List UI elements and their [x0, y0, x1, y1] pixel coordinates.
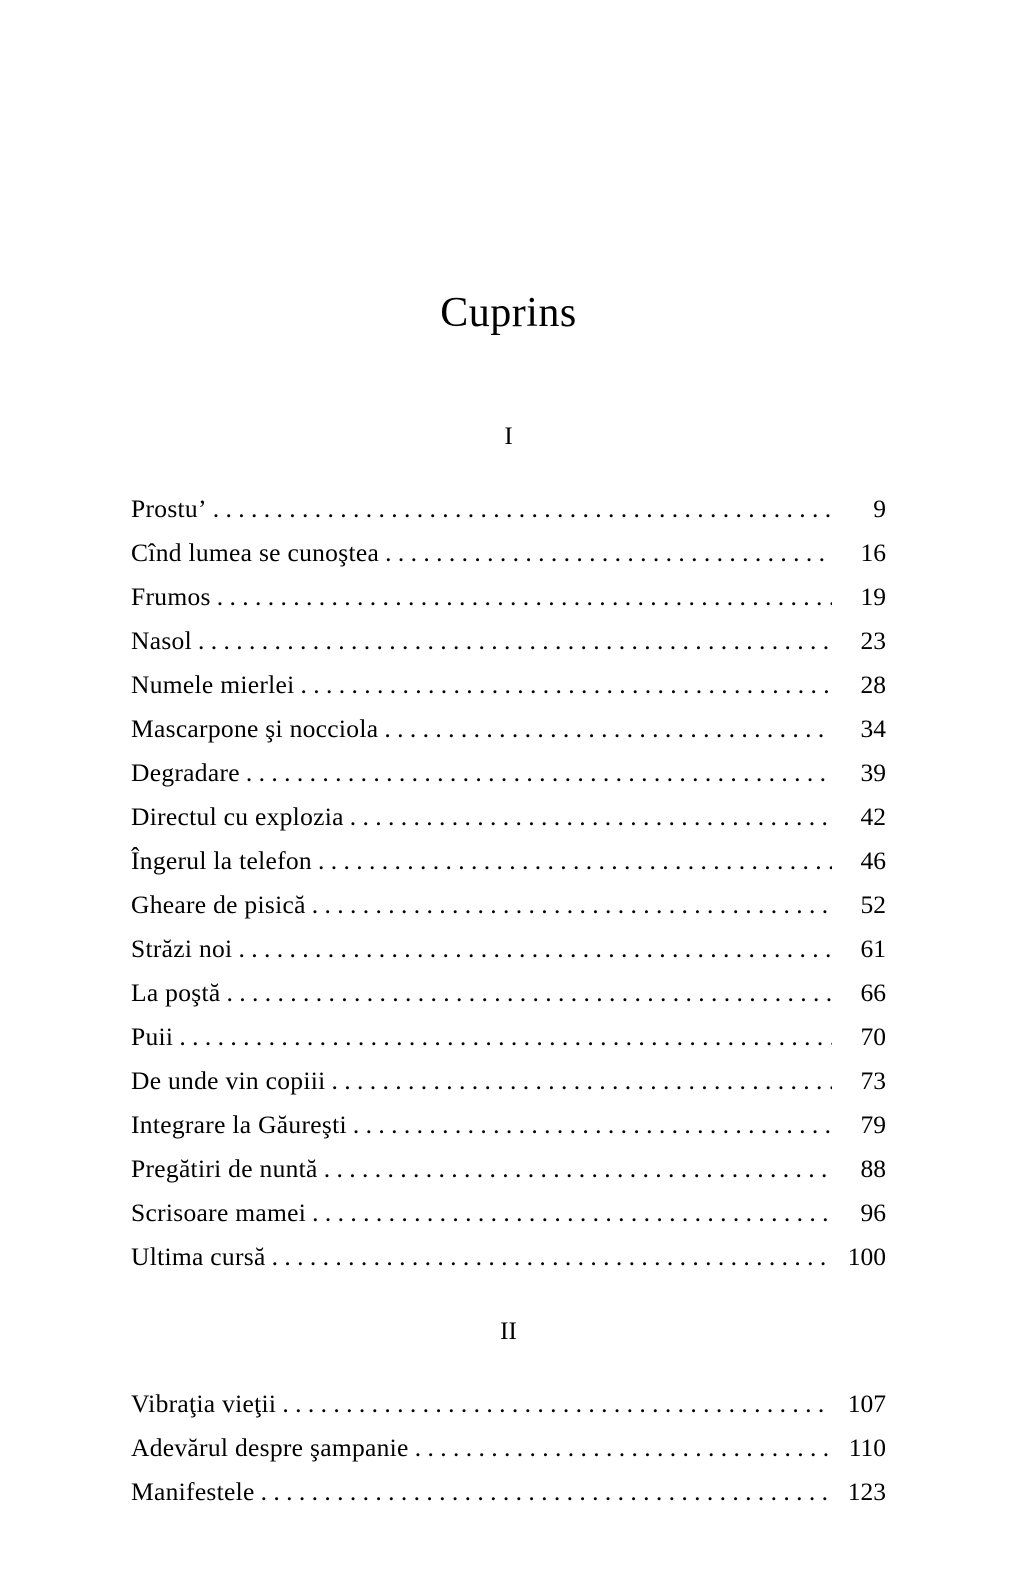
toc-entry-page: 19 — [860, 581, 886, 611]
dot-leader — [217, 584, 832, 610]
list-item[interactable] — [131, 829, 886, 873]
toc-entry-title: Prostu’ — [131, 493, 207, 523]
list-item[interactable] — [131, 1093, 886, 1137]
toc-entry-title: Numele mierlei — [131, 669, 295, 699]
list-item[interactable] — [131, 1005, 886, 1049]
toc-entry-page: 9 — [873, 493, 886, 523]
section-label-one: I — [504, 423, 513, 450]
toc-entry-page: 46 — [860, 845, 886, 875]
toc-entry-title: Adevărul despre şampanie — [131, 1432, 409, 1462]
dot-leader — [246, 760, 832, 786]
list-item[interactable] — [131, 697, 886, 741]
toc-entry-page: 34 — [860, 713, 886, 743]
toc-entry-page: 61 — [860, 933, 886, 963]
list-item[interactable] — [131, 873, 886, 917]
dot-leader — [227, 980, 833, 1006]
list-item[interactable] — [131, 785, 886, 829]
toc-list-section-one — [131, 477, 886, 1269]
dot-leader — [384, 716, 832, 742]
list-item[interactable] — [131, 961, 886, 1005]
dot-leader — [238, 936, 832, 962]
list-item[interactable] — [131, 565, 886, 609]
toc-entry-page: 42 — [860, 801, 886, 831]
section-label-two: II — [500, 1318, 517, 1345]
toc-list-section-two — [131, 1372, 886, 1504]
dot-leader — [385, 540, 832, 566]
list-item[interactable] — [131, 1372, 886, 1416]
toc-entry-title: Vibraţia vieţii — [131, 1388, 277, 1418]
list-item[interactable] — [131, 1225, 886, 1269]
list-item[interactable] — [131, 477, 886, 521]
toc-entry-title: Puii — [131, 1021, 174, 1051]
toc-entry-title: Scrisoare mamei — [131, 1197, 307, 1227]
toc-entry-title: Pregătiri de nuntă — [131, 1153, 318, 1183]
list-item[interactable] — [131, 1137, 886, 1181]
toc-entry-title: Nasol — [131, 625, 192, 655]
toc-entry-title: Ultima cursă — [131, 1241, 266, 1271]
dot-leader — [350, 804, 832, 830]
dot-leader — [312, 892, 832, 918]
toc-entry-page: 23 — [860, 625, 886, 655]
dot-leader — [331, 1068, 832, 1094]
toc-entry-page: 100 — [847, 1241, 886, 1271]
toc-entry-title: Integrare la Găureşti — [131, 1109, 347, 1139]
toc-entry-page: 16 — [860, 537, 886, 567]
toc-entry-title: Străzi noi — [131, 933, 233, 963]
dot-leader — [415, 1435, 832, 1461]
toc-entry-page: 107 — [847, 1388, 886, 1418]
toc-entry-page: 52 — [860, 889, 886, 919]
toc-entry-title: De unde vin copiii — [131, 1065, 326, 1095]
list-item[interactable] — [131, 741, 886, 785]
dot-leader — [198, 628, 832, 654]
toc-entry-page: 96 — [860, 1197, 886, 1227]
list-item[interactable] — [131, 1416, 886, 1460]
dot-leader — [318, 848, 832, 874]
toc-entry-page: 110 — [848, 1432, 886, 1462]
toc-entry-page: 28 — [860, 669, 886, 699]
toc-entry-page: 73 — [860, 1065, 886, 1095]
list-item[interactable] — [131, 653, 886, 697]
toc-entry-page: 70 — [860, 1021, 886, 1051]
dot-leader — [301, 672, 832, 698]
dot-leader — [324, 1156, 832, 1182]
toc-entry-title: Cînd lumea se cunoştea — [131, 537, 380, 567]
toc-entry-page: 123 — [847, 1476, 886, 1506]
toc-entry-title: Îngerul la telefon — [131, 845, 312, 875]
dot-leader — [179, 1024, 832, 1050]
toc-entry-title: Gheare de pisică — [131, 889, 306, 919]
list-item[interactable] — [131, 1460, 886, 1504]
toc-entry-page: 66 — [860, 977, 886, 1007]
page-title: Cuprins — [440, 290, 577, 336]
toc-entry-page: 39 — [860, 757, 886, 787]
dot-leader — [213, 496, 832, 522]
toc-entry-page: 88 — [860, 1153, 886, 1183]
list-item[interactable] — [131, 1181, 886, 1225]
table-of-contents — [131, 0, 886, 1504]
toc-entry-title: Degradare — [131, 757, 240, 787]
toc-entry-title: La poştă — [131, 977, 221, 1007]
toc-entry-title: Directul cu explozia — [131, 801, 344, 831]
dot-leader — [312, 1200, 832, 1226]
list-item[interactable] — [131, 521, 886, 565]
list-item[interactable] — [131, 917, 886, 961]
toc-entry-page: 79 — [860, 1109, 886, 1139]
dot-leader — [353, 1112, 832, 1138]
toc-entry-title: Mascarpone şi nocciola — [131, 713, 379, 743]
dot-leader — [261, 1479, 832, 1505]
list-item[interactable] — [131, 609, 886, 653]
dot-leader — [272, 1244, 832, 1270]
list-item[interactable] — [131, 1049, 886, 1093]
dot-leader — [282, 1391, 832, 1417]
toc-entry-title: Manifestele — [131, 1476, 255, 1506]
toc-entry-title: Frumos — [131, 581, 211, 611]
